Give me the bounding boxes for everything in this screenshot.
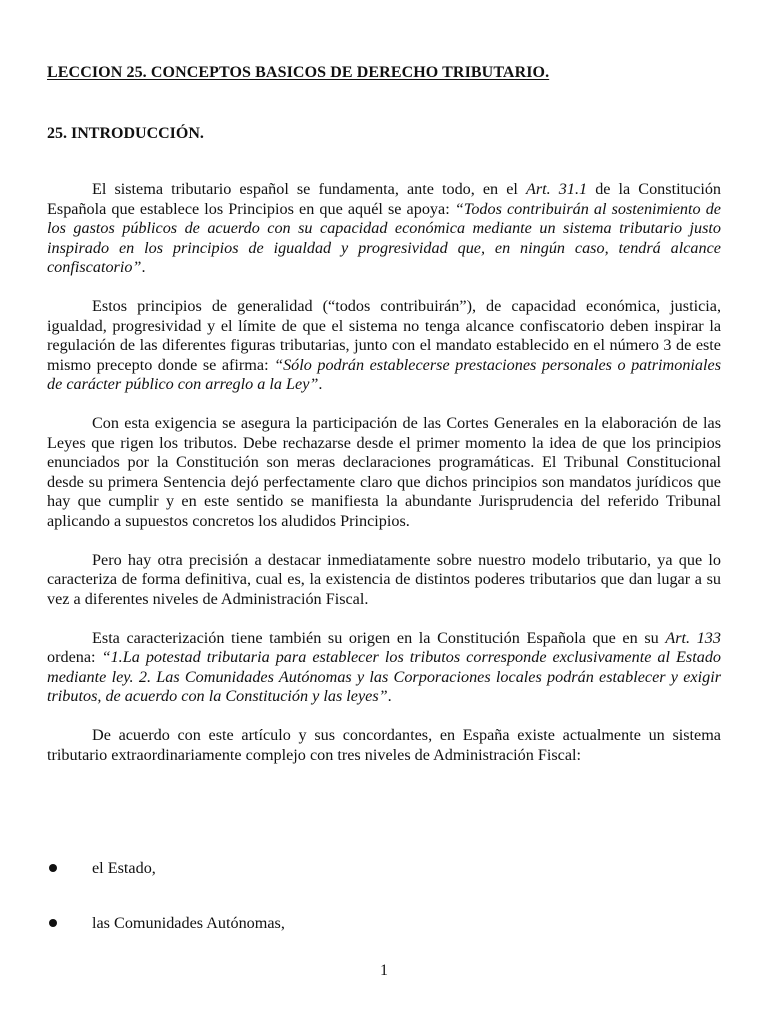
p1-text-c: de la Constitución Española que establece los Principios en que aquél se apoya:: [47, 180, 722, 218]
paragraph-4: [47, 551, 721, 610]
administration-levels-list: [47, 858, 721, 968]
list-item: [47, 858, 721, 878]
list-item-text: el Estado,: [92, 859, 156, 877]
paragraph-3: [47, 414, 721, 531]
p5-text-e: .: [387, 687, 392, 705]
p2-text-a: Estos principios de generalidad (“todos contribuirán”), de capacidad económica, justicia, igualdad, progresividad y el límite de que el sistema no tenga alcance confiscatorio deben inspirar la regulación de las diferentes figuras tributarias, junto con el mandato establecido en el número 3 de este mismo precepto donde se afirma:: [47, 297, 721, 374]
body-text: [47, 180, 721, 785]
paragraph-2: [47, 297, 721, 395]
p1-article-ref: Art. 31.1: [525, 180, 588, 198]
section-number: 25.: [47, 125, 71, 142]
bullet-icon: [49, 864, 57, 872]
p5-quote: “1.La potestad tributaria para establecer los tributos corresponde exclusivamente al Estado mediante ley. 2. Las Comunidades Autónomas y las Corporaciones locales podrán establecer y exigir tributos, de acuerdo con la Constitución y las leyes”: [47, 648, 722, 705]
p5-article-ref: Art. 133: [665, 628, 721, 647]
p5-text-a: Esta caracterización tiene también su origen en la Constitución Española que en su: [92, 628, 666, 647]
p1-quote: “Todos contribuirán al sostenimiento de los gastos públicos de acuerdo con su capacidad económica mediante un sistema tributario justo inspirado en los principios de igualdad y progresividad que, en ningún caso, tendrá alcance confiscatorio”: [47, 199, 721, 276]
section-title-rest: NTRODUCCIÓN.: [77, 125, 204, 142]
lesson-title: LECCION 25. CONCEPTOS BASICOS DE DERECHO TRIBUTARIO.: [47, 64, 550, 81]
bullet-icon: [49, 919, 57, 927]
paragraph-5: [47, 629, 721, 707]
page-number: 1: [380, 962, 388, 979]
p2-quote: “Sólo podrán establecerse prestaciones personales o patrimoniales de carácter público con arreglo a la Ley”: [47, 355, 722, 393]
p5-text-c: ordena:: [47, 648, 102, 666]
section-title-initial: I: [71, 125, 78, 142]
paragraph-6: [47, 726, 721, 765]
p2-text-c: .: [318, 375, 323, 393]
section-heading: [47, 125, 204, 143]
list-item-text: las Comunidades Autónomas,: [92, 914, 285, 932]
p3-text: Con esta exigencia se asegura la participación de las Cortes Generales en la elaboración de las Leyes que rigen los tributos. Debe rechazarse desde el primer momento la idea de que los principios enunciados por la Constitución son meras declaraciones programáticas. El Tribunal Constitucional desde su primera Sentencia dejó perfectamente claro que dichos principios son mandatos jurídicos que hay que cumplir y en este sentido se manifiesta la abundante Jurisprudencia del referido Tribunal aplicando a supuestos concretos los aludidos Principios.: [47, 414, 721, 530]
p1-text-a: El sistema tributario español se fundamenta, ante todo, en el: [92, 180, 526, 198]
paragraph-1: [47, 180, 721, 278]
p6-text: De acuerdo con este artículo y sus concordantes, en España existe actualmente un sistema tributario extraordinariamente complejo con tres niveles de Administración Fiscal:: [47, 726, 721, 764]
p1-text-e: .: [141, 258, 146, 276]
document-page: [47, 0, 721, 1024]
p4-text: Pero hay otra precisión a destacar inmediatamente sobre nuestro modelo tributario, ya que lo caracteriza de forma definitiva, cual es, la existencia de distintos poderes tributarios que dan lugar a su vez a diferentes niveles de Administración Fiscal.: [47, 550, 721, 608]
list-item: [47, 913, 721, 933]
